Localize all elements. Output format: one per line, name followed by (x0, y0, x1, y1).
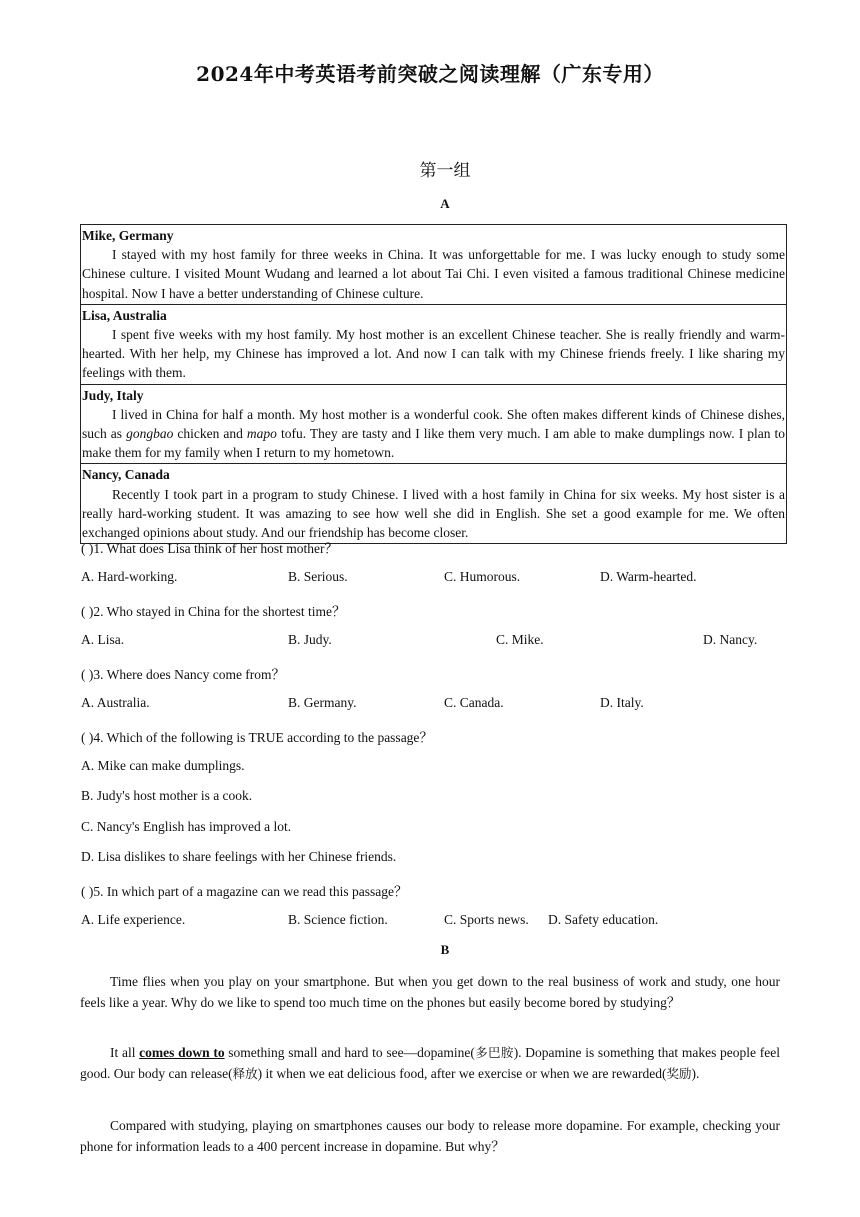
question-2: ( )2. Who stayed in China for the shortest time？ (81, 604, 346, 619)
passage-b-paragraph-2: It all comes down to something small and hard to see—dopamine(多巴胺). Dopamine is something that makes people feel good. Our body can release(释放) it when we eat delicious food, after we exercise or when we are rewarded(奖励). (80, 1045, 780, 1081)
letter-row-lisa (81, 304, 787, 384)
letter-row-nancy (81, 464, 787, 544)
q1-option-b: B. Serious. (288, 569, 348, 584)
q1-option-a: A. Hard-working. (81, 569, 178, 584)
section-a-heading: A (440, 196, 450, 211)
q3-option-b: B. Germany. (288, 695, 357, 710)
q1-option-c: C. Humorous. (444, 569, 521, 584)
q4-option-a: A. Mike can make dumplings. (81, 758, 245, 773)
q5-option-b: B. Science fiction. (288, 912, 388, 927)
letter-text: I lived in China for half a month. My host mother is a wonderful cook. She often makes different kinds of Chinese dishes, such as gongbao chicken and mapo tofu. They are tasty and I like them very much. I am able to make dumplings now. I plan to make them for my family when I return to my hometown. (82, 406, 786, 461)
q3-option-a: A. Australia. (81, 695, 150, 710)
q3-option-d: D. Italy. (600, 695, 644, 710)
q2-option-c: C. Mike. (496, 632, 544, 647)
section-b-heading: B (440, 942, 450, 957)
q5-option-c: C. Sports news. (444, 912, 529, 927)
q2-option-d: D. Nancy. (703, 632, 758, 647)
q4-option-d: D. Lisa dislikes to share feelings with her Chinese friends. (81, 849, 397, 864)
q4-option-c: C. Nancy's English has improved a lot. (81, 819, 292, 834)
underlined-phrase: comes down to (139, 1045, 225, 1060)
letter-text: Recently I took part in a program to study Chinese. I lived with a host family in China for six weeks. My host sister is a really hard-working student. It was amazing to see how well she did in English. She set a good example for me. We often exchanged opinions about study. And our friendship has become closer. (82, 486, 785, 541)
q4-option-b: B. Judy's host mother is a cook. (81, 788, 253, 803)
q2-option-a: A. Lisa. (81, 632, 125, 647)
letter-text: I stayed with my host family for three weeks in China. It was unforgettable for me. I was lucky enough to study some Chinese culture. I visited Mount Wudang and learned a lot about Tai Chi. I even visited a famous traditional Chinese medicine hospital. Now I have a better understanding of Chinese culture. (82, 247, 785, 301)
q5-option-d: D. Safety education. (548, 912, 659, 927)
letter-author: Judy, Italy (82, 387, 144, 403)
question-4: ( )4. Which of the following is TRUE according to the passage？ (81, 730, 433, 745)
q3-option-c: C. Canada. (444, 695, 504, 710)
question-5: ( )5. In which part of a magazine can we read this passage？ (81, 884, 408, 899)
page-title: 2024年中考英语考前突破之阅读理解（广东专用） (196, 62, 664, 86)
question-3: ( )3. Where does Nancy come from？ (81, 667, 286, 682)
passage-b-paragraph-3: Compared with studying, playing on smartphones causes our body to release more dopamine. For example, checking your phone for information leads to a 400 percent increase in dopamine. But why？ (80, 1118, 780, 1154)
group-heading: 第一组 (419, 161, 471, 181)
question-1: ( )1. What does Lisa think of her host mother？ (81, 541, 338, 556)
letters-table (80, 224, 787, 544)
letter-row-judy (81, 384, 787, 464)
letter-author: Nancy, Canada (82, 467, 170, 483)
letter-author: Mike, Germany (82, 228, 174, 243)
passage-b-paragraph-1: Time flies when you play on your smartphone. But when you get down to the real business of work and study, one hour feels like a year. Why do we like to spend too much time on the phones but easily become bored by studying？ (80, 974, 780, 1010)
q2-option-b: B. Judy. (288, 632, 332, 647)
letter-author: Lisa, Australia (82, 307, 167, 323)
letter-text: I spent five weeks with my host family. My host mother is an excellent Chinese teacher. She is really friendly and warm-hearted. With her help, my Chinese has improved a lot. And now I can talk with my Chinese friends freely. I like sharing my feelings with them. (82, 327, 785, 381)
letter-row-mike (81, 225, 787, 305)
q5-option-a: A. Life experience. (81, 912, 186, 927)
q1-option-d: D. Warm-hearted. (600, 569, 697, 584)
